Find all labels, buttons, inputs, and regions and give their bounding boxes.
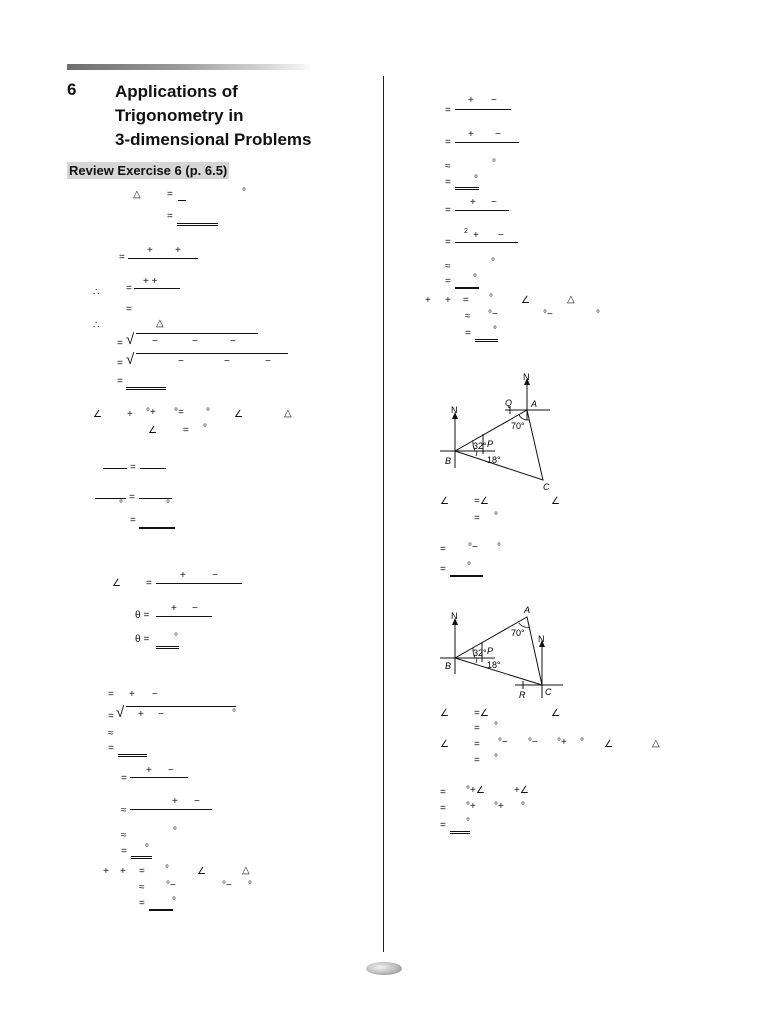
math-fragment: = bbox=[167, 211, 173, 222]
math-fragment: ∴ bbox=[93, 287, 100, 298]
math-fragment: θ = bbox=[135, 610, 150, 621]
math-fragment: 2 bbox=[464, 228, 468, 235]
math-fragment: ∠ bbox=[148, 425, 157, 436]
math-fragment: = bbox=[474, 755, 480, 766]
fraction-bar bbox=[455, 242, 518, 243]
math-fragment: ≈ bbox=[121, 805, 127, 816]
math-fragment: − bbox=[498, 230, 504, 241]
math-fragment: = bbox=[440, 820, 446, 831]
page-number-badge bbox=[366, 962, 402, 975]
math-fragment: + bbox=[468, 129, 474, 140]
math-fragment: °+ bbox=[494, 801, 504, 812]
fraction-bar bbox=[178, 200, 186, 201]
math-fragment: °+∠ bbox=[466, 785, 485, 796]
math-fragment: − bbox=[158, 709, 164, 720]
math-fragment: °= bbox=[174, 407, 184, 418]
math-fragment: ° bbox=[172, 896, 176, 907]
math-fragment: °− bbox=[498, 737, 508, 748]
math-fragment: = bbox=[130, 515, 136, 526]
label-p: P bbox=[487, 439, 494, 449]
math-fragment: θ = bbox=[135, 634, 150, 645]
fraction-bar bbox=[130, 809, 212, 810]
label-p: P bbox=[487, 646, 494, 656]
fraction-bar bbox=[455, 142, 519, 143]
math-fragment: + bbox=[468, 95, 474, 106]
math-fragment: △ bbox=[652, 738, 660, 749]
math-fragment: ° bbox=[474, 174, 478, 185]
label-b: B bbox=[445, 456, 452, 466]
math-fragment: + bbox=[470, 197, 476, 208]
fraction-bar bbox=[455, 109, 511, 110]
math-fragment: − bbox=[265, 356, 271, 367]
math-fragment: = bbox=[440, 544, 446, 555]
math-fragment: = bbox=[474, 723, 480, 734]
answer-underline bbox=[450, 831, 470, 834]
math-fragment: = bbox=[130, 462, 136, 473]
math-fragment: ∠ bbox=[551, 708, 560, 719]
radical-bar bbox=[126, 706, 236, 707]
math-fragment: ≈ bbox=[108, 728, 114, 739]
fraction-bar bbox=[103, 468, 127, 469]
math-fragment: ∠ bbox=[440, 496, 449, 507]
math-fragment: = bbox=[445, 177, 451, 188]
label-angle-18: 18° bbox=[487, 660, 501, 670]
answer-underline bbox=[450, 575, 483, 577]
answer-underline bbox=[455, 187, 479, 190]
math-fragment: + bbox=[138, 709, 144, 720]
section-heading: Review Exercise 6 (p. 6.5) bbox=[69, 163, 228, 178]
math-fragment: = bbox=[440, 564, 446, 575]
math-fragment: ° bbox=[580, 737, 584, 748]
math-fragment: + bbox=[103, 866, 109, 877]
label-angle-70: 70° bbox=[511, 628, 525, 638]
math-fragment: + bbox=[171, 603, 177, 614]
math-fragment: = bbox=[183, 425, 189, 436]
chapter-title bbox=[115, 80, 375, 152]
math-fragment: °+ bbox=[557, 737, 567, 748]
math-fragment: = bbox=[139, 898, 145, 909]
math-fragment: ≈ bbox=[139, 882, 145, 893]
math-fragment: ° bbox=[492, 158, 496, 169]
math-fragment: ° bbox=[166, 499, 170, 510]
angle-arc-18 bbox=[476, 658, 477, 663]
math-fragment: + + bbox=[143, 276, 158, 287]
math-fragment: ° bbox=[466, 817, 470, 828]
math-fragment: ° bbox=[493, 325, 497, 336]
math-fragment: ≈ bbox=[465, 311, 471, 322]
math-fragment: ° bbox=[494, 721, 498, 732]
label-b: B bbox=[445, 661, 452, 671]
math-fragment: °− bbox=[468, 542, 478, 553]
math-fragment: = bbox=[465, 328, 471, 339]
math-fragment: = bbox=[445, 205, 451, 216]
math-fragment: = bbox=[126, 304, 132, 315]
math-fragment: °+ bbox=[146, 407, 156, 418]
math-fragment: − bbox=[491, 95, 497, 106]
answer-underline bbox=[149, 909, 173, 911]
math-fragment: − bbox=[192, 336, 198, 347]
math-fragment: = bbox=[463, 295, 469, 306]
math-fragment: + bbox=[127, 409, 133, 420]
fraction-bar bbox=[156, 616, 212, 617]
math-fragment: △ bbox=[133, 189, 141, 200]
math-fragment: +∠ bbox=[514, 785, 529, 796]
math-fragment: ° bbox=[491, 257, 495, 268]
math-fragment: = bbox=[474, 739, 480, 750]
math-fragment: ° bbox=[206, 407, 210, 418]
math-fragment: ≈ bbox=[121, 830, 127, 841]
label-a: A bbox=[531, 399, 538, 409]
label-n: N bbox=[538, 634, 545, 644]
label-q: Q bbox=[505, 398, 513, 408]
fraction-bar bbox=[134, 288, 180, 289]
math-fragment: °− bbox=[528, 737, 538, 748]
math-fragment: − bbox=[152, 336, 158, 347]
math-fragment: ° bbox=[521, 801, 525, 812]
chapter-header-bar bbox=[67, 64, 311, 70]
label-r: R bbox=[519, 690, 526, 700]
label-c: C bbox=[543, 482, 550, 492]
chapter-title-line-2: Trigonometry in bbox=[115, 106, 244, 125]
answer-underline bbox=[126, 387, 166, 390]
math-fragment: − bbox=[212, 570, 218, 581]
answer-underline bbox=[139, 527, 175, 529]
radical-bar bbox=[136, 333, 258, 334]
label-n: N bbox=[451, 611, 458, 621]
math-fragment: + bbox=[172, 796, 178, 807]
radical-bar bbox=[136, 353, 288, 354]
bearing-diagram-1 bbox=[435, 370, 575, 495]
math-fragment: ° bbox=[145, 843, 149, 854]
math-fragment: ° bbox=[173, 826, 177, 837]
label-angle-32: 32° bbox=[473, 648, 487, 658]
math-fragment: = bbox=[129, 492, 135, 503]
math-fragment: °− bbox=[488, 309, 498, 320]
answer-underline bbox=[177, 223, 218, 226]
math-fragment: = bbox=[117, 376, 123, 387]
math-fragment: ° bbox=[203, 423, 207, 434]
chapter-title-line-3: 3-dimensional Problems bbox=[115, 130, 312, 149]
math-fragment: − bbox=[152, 689, 158, 700]
math-fragment: + bbox=[147, 245, 153, 256]
math-fragment: ∠ bbox=[440, 739, 449, 750]
math-fragment: = bbox=[117, 338, 123, 349]
fraction-bar bbox=[130, 777, 188, 778]
answer-underline bbox=[475, 339, 498, 342]
math-fragment: = bbox=[474, 513, 480, 524]
math-fragment: °− bbox=[222, 880, 232, 891]
math-fragment: °+ bbox=[466, 801, 476, 812]
math-fragment: = bbox=[117, 358, 123, 369]
label-angle-18: 18° bbox=[487, 455, 501, 465]
math-fragment: + bbox=[445, 295, 451, 306]
math-fragment: = bbox=[108, 711, 114, 722]
math-fragment: − bbox=[168, 765, 174, 776]
math-fragment: = bbox=[445, 105, 451, 116]
math-fragment: = bbox=[167, 189, 173, 200]
label-a: A bbox=[524, 605, 531, 615]
math-fragment: ° bbox=[473, 273, 477, 284]
math-fragment: + bbox=[425, 295, 431, 306]
fraction-bar bbox=[128, 258, 198, 259]
math-fragment: ° bbox=[467, 561, 471, 572]
fraction-bar bbox=[140, 468, 166, 469]
math-fragment: − bbox=[192, 603, 198, 614]
math-fragment: − bbox=[491, 197, 497, 208]
math-fragment: = bbox=[139, 866, 145, 877]
math-fragment: = bbox=[146, 578, 152, 589]
math-fragment: − bbox=[224, 356, 230, 367]
math-fragment: ° bbox=[232, 708, 236, 719]
math-fragment: − bbox=[230, 336, 236, 347]
math-fragment: + bbox=[180, 570, 186, 581]
math-fragment: △ bbox=[156, 318, 164, 329]
answer-underline bbox=[131, 856, 152, 859]
math-fragment: = bbox=[445, 137, 451, 148]
math-fragment: ∴ bbox=[93, 320, 100, 331]
column-divider bbox=[383, 76, 384, 952]
sqrt-symbol: √ bbox=[126, 331, 135, 348]
label-angle-32: 32° bbox=[473, 441, 487, 451]
angle-arc-18 bbox=[476, 451, 477, 456]
math-fragment: ° bbox=[497, 542, 501, 553]
math-fragment: ° bbox=[494, 511, 498, 522]
math-fragment: ≈ bbox=[445, 161, 451, 172]
math-fragment: ∠ bbox=[197, 866, 206, 877]
triangle-abc bbox=[455, 410, 543, 480]
math-fragment: ∠ bbox=[521, 295, 530, 306]
math-fragment: ° bbox=[489, 293, 493, 304]
math-fragment: ° bbox=[494, 753, 498, 764]
chapter-title-line-1: Applications of bbox=[115, 82, 238, 101]
math-fragment: ° bbox=[174, 632, 178, 643]
math-fragment: − bbox=[178, 356, 184, 367]
sqrt-symbol: √ bbox=[116, 704, 125, 721]
math-fragment: ° bbox=[119, 499, 123, 510]
math-fragment: △ bbox=[284, 408, 292, 419]
fraction-bar bbox=[455, 210, 509, 211]
math-fragment: ≈ bbox=[445, 261, 451, 272]
math-fragment: + bbox=[175, 245, 181, 256]
math-fragment: ° bbox=[165, 864, 169, 875]
bearing-diagram-2 bbox=[435, 600, 570, 702]
math-fragment: − bbox=[194, 796, 200, 807]
chapter-number: 6 bbox=[67, 80, 77, 99]
math-fragment: + bbox=[129, 689, 135, 700]
math-fragment: ∠ bbox=[234, 409, 243, 420]
fraction-bar bbox=[156, 583, 242, 584]
label-n: N bbox=[523, 372, 530, 382]
label-n: N bbox=[451, 405, 458, 415]
math-fragment: ∠ bbox=[551, 496, 560, 507]
math-fragment: ° bbox=[248, 880, 252, 891]
math-fragment: = bbox=[121, 773, 127, 784]
math-fragment: ∠ bbox=[112, 578, 121, 589]
math-fragment: = bbox=[445, 276, 451, 287]
math-fragment: ° bbox=[596, 309, 600, 320]
math-fragment: ∠ bbox=[440, 708, 449, 719]
math-fragment: =∠ bbox=[474, 496, 489, 507]
math-fragment: = bbox=[440, 787, 446, 798]
math-fragment: = bbox=[108, 743, 114, 754]
answer-underline bbox=[455, 287, 479, 289]
math-fragment: = bbox=[126, 283, 132, 294]
math-fragment: = bbox=[445, 237, 451, 248]
math-fragment: + bbox=[473, 230, 479, 241]
math-fragment: + bbox=[146, 765, 152, 776]
math-fragment: + bbox=[120, 866, 126, 877]
math-fragment: = bbox=[440, 803, 446, 814]
math-fragment: °− bbox=[166, 880, 176, 891]
math-fragment: = bbox=[121, 846, 127, 857]
label-angle-70: 70° bbox=[511, 421, 525, 431]
label-c: C bbox=[545, 687, 552, 697]
math-fragment: = bbox=[108, 689, 114, 700]
answer-underline bbox=[118, 754, 147, 757]
sqrt-symbol: √ bbox=[126, 351, 135, 368]
math-fragment: =∠ bbox=[474, 708, 489, 719]
math-fragment: °− bbox=[543, 309, 553, 320]
math-fragment: ∠ bbox=[604, 739, 613, 750]
math-fragment: ° bbox=[242, 187, 246, 198]
answer-underline bbox=[156, 646, 179, 649]
math-fragment: △ bbox=[567, 294, 575, 305]
math-fragment: = bbox=[119, 252, 125, 263]
math-fragment: ∠ bbox=[93, 409, 102, 420]
math-fragment: △ bbox=[242, 865, 250, 876]
math-fragment: − bbox=[495, 129, 501, 140]
